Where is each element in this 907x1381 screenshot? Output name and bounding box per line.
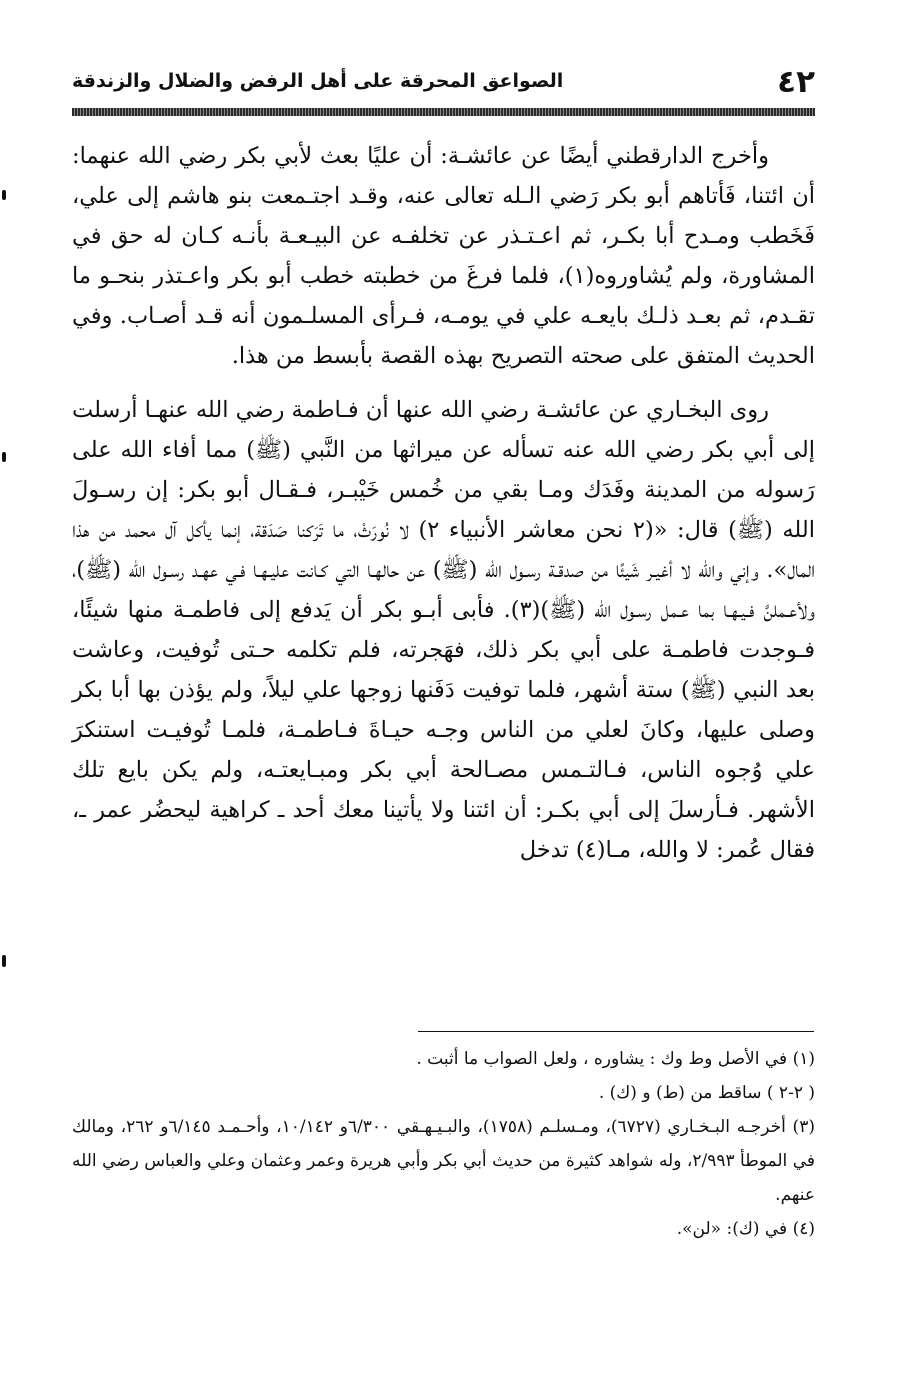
header-rule bbox=[72, 108, 815, 116]
main-text bbox=[72, 136, 815, 870]
scan-margin-mark bbox=[2, 190, 6, 200]
scan-margin-mark bbox=[2, 955, 6, 967]
footnote-rule bbox=[418, 1031, 814, 1032]
paragraph: وأخرج الدارقطني أيضًا عن عائشـة: أن عليًا بعث لأبي بكر رضي الله عنهما: أن ائتنا، فَأتاهم أبو بكر رَضي الـله تعالى عنه، وقـد اجتـمعت بنو هاشم إلى علي، فَخَطب ومـدح أبا بكـر، ثم اعـتـذر عن تخلفـه عن البيـعـة بأنـه كـان له حق في المشاورة، ولم يُشاوروه(١)، فلما فرغَ من خطبته خطب أبو بكر واعـتذر بنحـو ما تقـدم، ثم بعـد ذلـك بايعـه علي في يومـه، فـرأى المسلـمون أنه قـد أصـاب. وفي الحديث المتفق على صحته التصريح بهذه القصة بأبسط من هذا. bbox=[72, 143, 815, 369]
paragraph-spacer bbox=[72, 376, 815, 390]
paragraph: روى البخـاري عن عائشـة رضي الله عنها أن فـاطمة رضي الله عنهـا أرسلت إلى أبي بكر رضي الله عنه تسأله عن ميراثها من النَّبي (ﷺ) مما أفاء الله على رَسوله من المدينة وفَدَك ومـا بقي من خُمس خَيْبـر، فـقـال أبو بكر: إن رسـولَ الله (ﷺ) قال: «(٢ نحن معاشر الأنبياء ٢) لا نُورَثْ، ما تَرَكنا صَدَقة، إنما يأكل آل محمد من هذا المال». وإني والله لا أغيـر شَيئًا من صدقـة رسـول الله (ﷺ) عن حالهـا التي كـانت عليـهـا فـي عهـد رسـول الله (ﷺ)، ولأعـملنَّ فـيـهـا بما عـمل رسـول الله (ﷺ)(٣). فأبى أبـو بكر أن يَدفع إلى فاطمـة منها شيئًا، فـوجدت فاطمـة على أبي بكر ذلك، فهَجرته، فلم تكلمه حـتى تُوفيت، وعاشت بعد النبي (ﷺ) ستة أشهر، فلما توفيت دَفَنها زوجها علي ليلاً، ولم يؤذن بها أبا بكر وصلى عليها، وكانَ لعلي من الناس وجـه حيـاةَ فـاطمـة، فلمـا تُوفيـت استنكرَ علي وُجوه الناس، فـالتـمس مصـالحة أبي بكر ومبـايعتـه، ولم يكن بايع تلك الأشهر. فـأرسلَ إلى أبي بكـر: أن ائتنا ولا يأتينا معك أحد ـ كراهية ليحضُر عمر ـ، فقال عُمر: لا والله، مـا(٤) تدخل bbox=[72, 397, 816, 863]
footnote: (١) في الأصل وط وك : يشاوره ، ولعل الصواب ما أثبت . bbox=[416, 1049, 815, 1069]
page-header bbox=[72, 58, 815, 104]
footnote: (٤) في (ك): «لن». bbox=[676, 1219, 815, 1239]
footnotes bbox=[72, 1042, 815, 1246]
footnote: ( ٢-٢ ) ساقط من (ط) و (ك) . bbox=[598, 1083, 815, 1103]
scan-margin-mark bbox=[2, 452, 6, 462]
page-number: ٤٢ bbox=[777, 64, 815, 100]
footnote: (٣) أخرجـه البـخـاري (٦٧٢٧)، ومـسلـم (١٧٥٨)، والبـيـهـقي ٦/٣٠٠و ١٠/١٤٢، وأحـمـد ٦/١٤٥و ٢٦٢، ومالك في الموطأ ٢/٩٩٣، وله شواهد كثيرة من حديث أبي بكر وأبي هريرة وعمر وعثمان وعلي والعباس رضي الله عنهم. bbox=[72, 1117, 815, 1205]
running-title: الصواعق المحرقة على أهل الرفض والضلال والزندقة bbox=[72, 70, 564, 92]
